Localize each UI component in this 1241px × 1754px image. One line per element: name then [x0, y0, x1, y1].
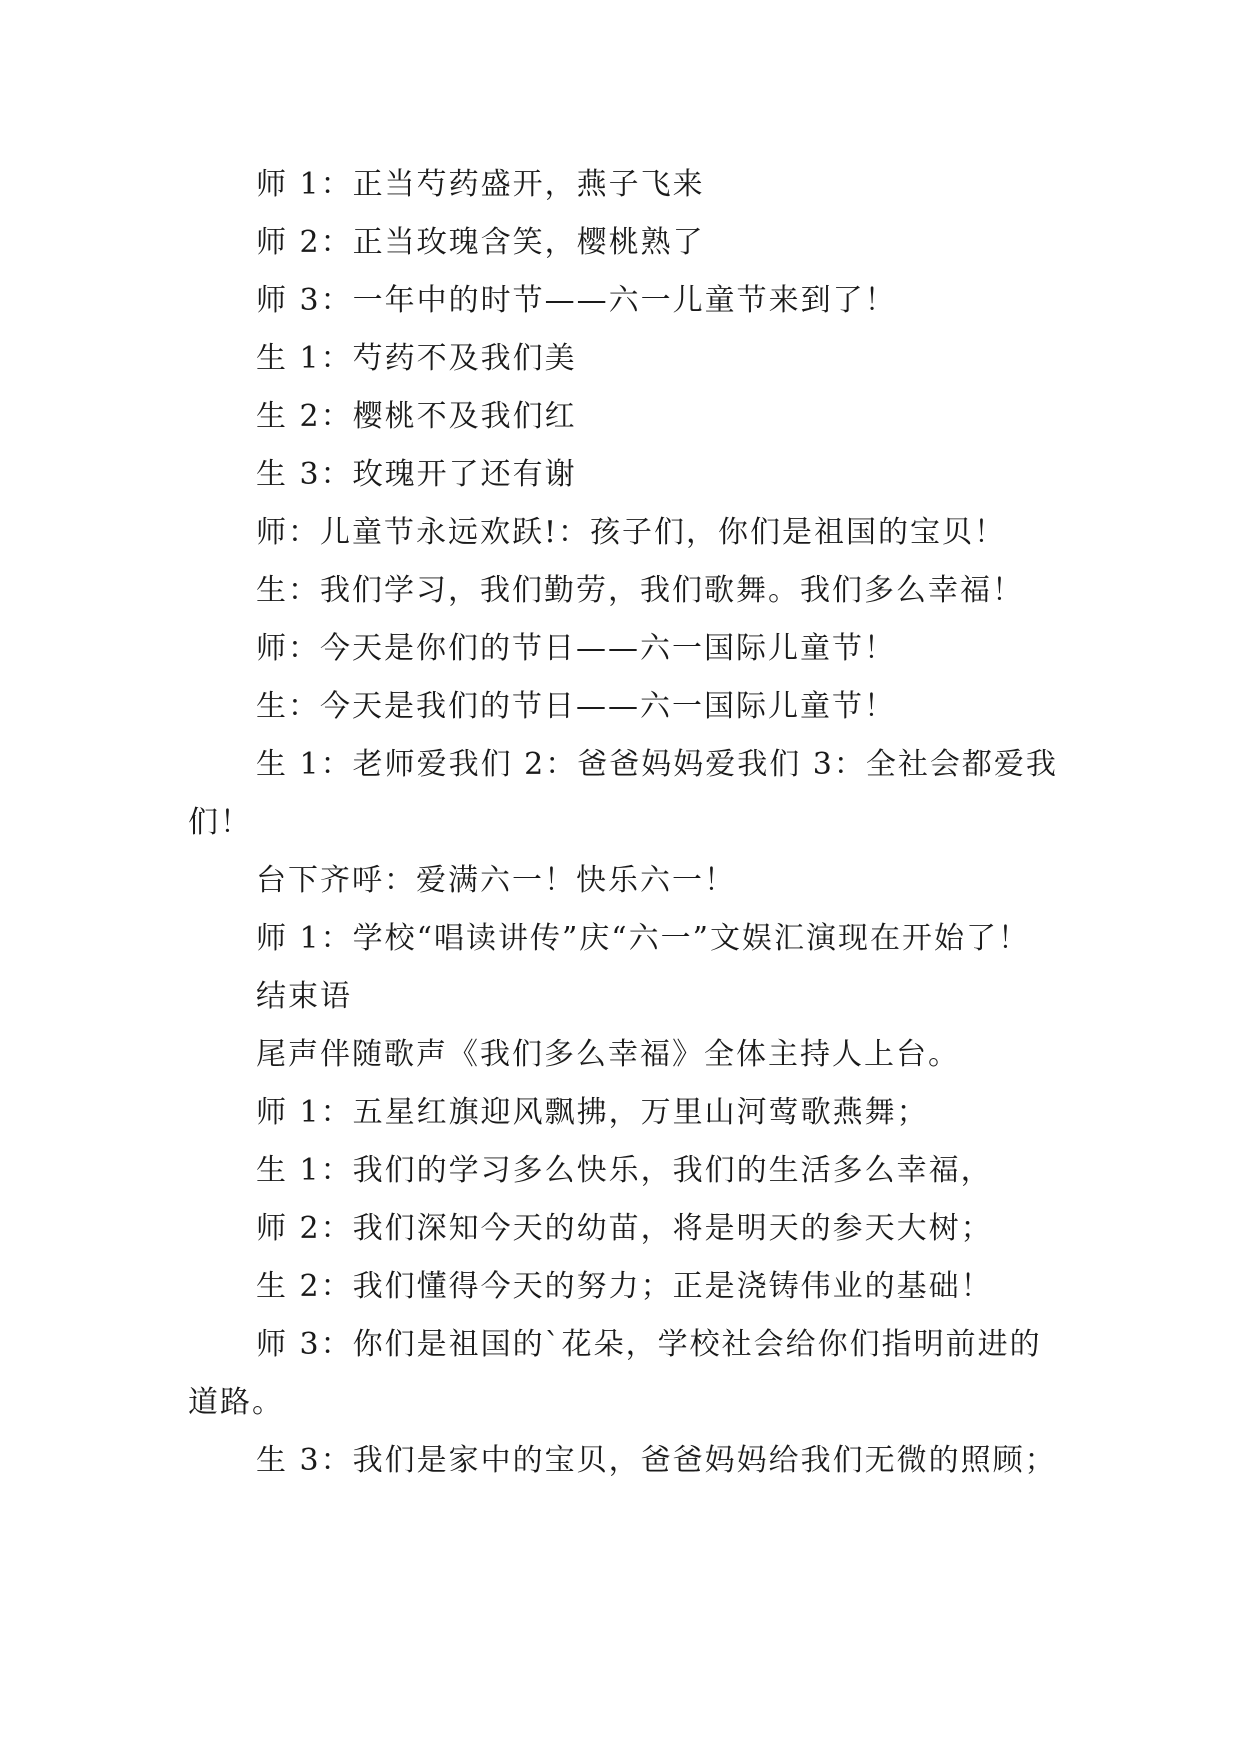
paragraph: 师 1：正当芍药盛开，燕子飞来 — [256, 167, 705, 202]
paragraph: 师 2：正当玫瑰含笑，樱桃熟了 — [256, 225, 705, 260]
paragraph: 师：今天是你们的节日——六一国际儿童节！ — [256, 631, 896, 666]
paragraph: 生：我们学习，我们勤劳，我们歌舞。我们多么幸福！ — [256, 573, 1024, 608]
paragraph: 生 1：老师爱我们 2：爸爸妈妈爱我们 3：全社会都爱我们！ — [188, 747, 1058, 840]
paragraph: 生 2：我们懂得今天的努力；正是浇铸伟业的基础！ — [256, 1269, 993, 1304]
paragraph: 师：儿童节永远欢跃!：孩子们，你们是祖国的宝贝！ — [256, 515, 1007, 550]
paragraph: 台下齐呼：爱满六一！快乐六一！ — [256, 863, 736, 898]
document-body — [188, 156, 1068, 1490]
paragraph: 生 1：我们的学习多么快乐，我们的生活多么幸福， — [256, 1153, 993, 1188]
paragraph: 师 3：你们是祖国的`花朵，学校社会给你们指明前进的道路。 — [188, 1327, 1042, 1420]
section-heading: 结束语 — [256, 979, 352, 1014]
paragraph: 生 1：芍药不及我们美 — [256, 341, 577, 376]
paragraph: 师 1：学校“唱读讲传”庆“六一”文娱汇演现在开始了！ — [256, 921, 1030, 956]
paragraph: 生：今天是我们的节日——六一国际儿童节！ — [256, 689, 896, 724]
paragraph: 尾声伴随歌声《我们多么幸福》全体主持人上台。 — [256, 1037, 960, 1072]
paragraph: 生 3：我们是家中的宝贝，爸爸妈妈给我们无微的照顾； — [256, 1443, 1057, 1478]
paragraph: 生 2：樱桃不及我们红 — [256, 399, 577, 434]
paragraph: 师 3：一年中的时节——六一儿童节来到了！ — [256, 283, 897, 318]
paragraph: 师 1：五星红旗迎风飘拂，万里山河莺歌燕舞； — [256, 1095, 929, 1130]
paragraph: 师 2：我们深知今天的幼苗，将是明天的参天大树； — [256, 1211, 993, 1246]
paragraph: 生 3：玫瑰开了还有谢 — [256, 457, 577, 492]
